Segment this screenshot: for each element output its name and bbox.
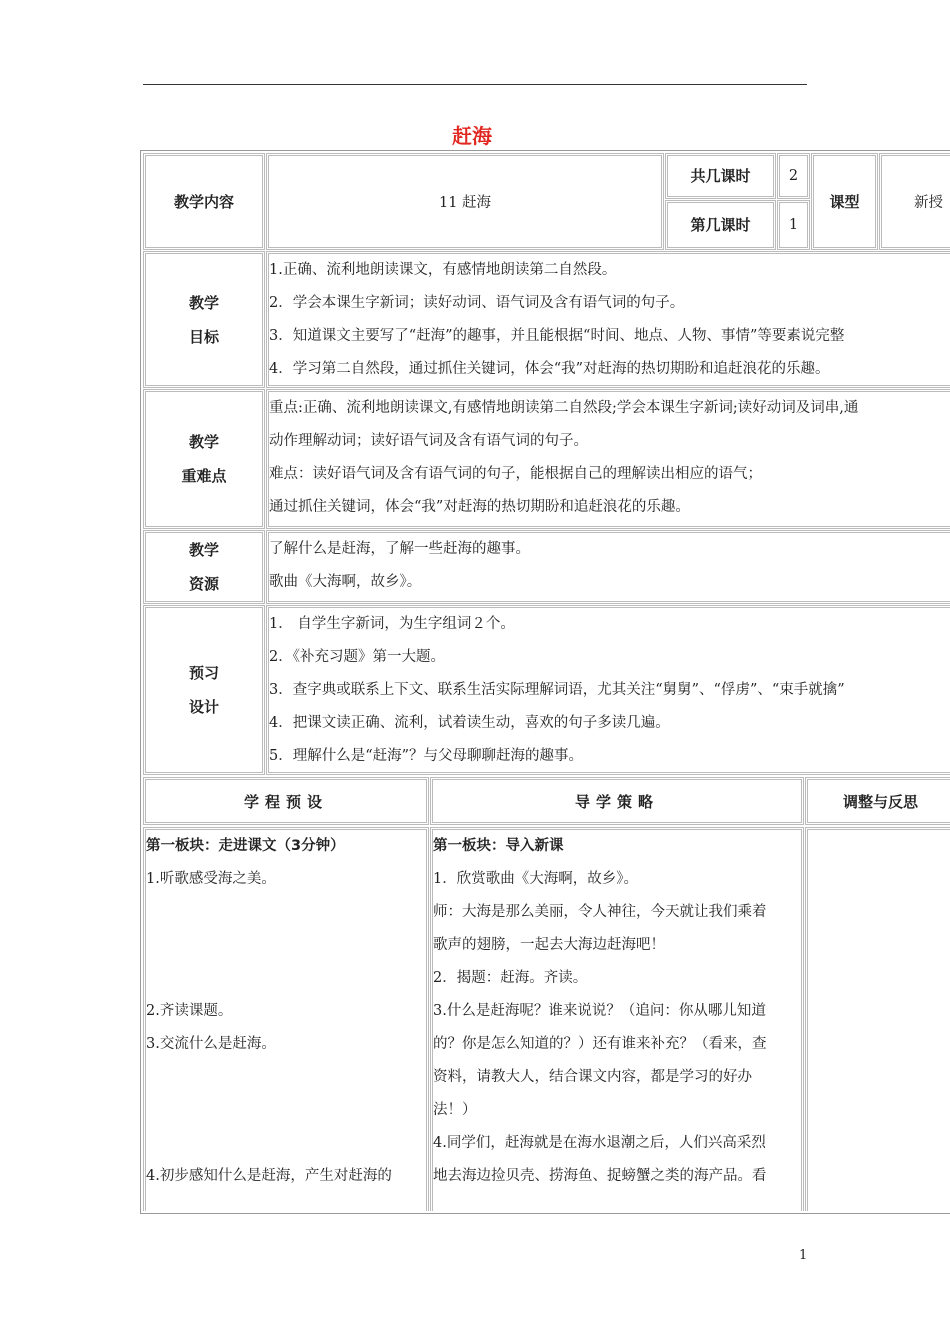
type-label-cell: [811, 153, 878, 250]
spacer: [146, 1061, 426, 1094]
strategy-line: 的？你是怎么知道的？）还有谁来补充？（看来，查: [433, 1036, 767, 1052]
type-value-cell: [879, 153, 950, 250]
total-value-cell: [777, 153, 810, 199]
resources-label-cell: [143, 530, 265, 604]
learning-process-cell: [143, 827, 429, 1211]
lesson-type-value: 新授: [914, 195, 943, 211]
goal-line: 4．学习第二自然段，通过抓住关键词，体会“我”对赶海的热切期盼和追赶浪花的乐趣。: [269, 361, 830, 377]
preview-line: 2．《补充习题》第一大题。: [269, 649, 445, 665]
goal-line: 3．知道课文主要写了“赶海”的趣事，并且能根据“时间、地点、人物、事情”等要素说完整: [269, 328, 845, 344]
preview-content-cell: [266, 605, 950, 775]
preview-line: 5．理解什么是“赶海”？与父母聊聊赶海的趣事。: [269, 748, 584, 764]
strategy-line: 法！）: [433, 1102, 477, 1118]
content-value: 11 赶海: [438, 195, 492, 211]
goals-label-line2: 目标: [188, 327, 219, 346]
strategy-line: 歌声的翅膀，一起去大海边赶海吧！: [433, 937, 665, 953]
preview-label-line2: 设计: [188, 698, 219, 716]
strategy-line: 地去海边捡贝壳、捞海鱼、捉螃蟹之类的海产品。看: [433, 1168, 767, 1184]
keypoint-line: 动作理解动词；读好语气词及含有语气词的句子。: [269, 433, 588, 449]
strategy-line: 3.什么是赶海呢？谁来说说？（追问：你从哪儿知道: [433, 1003, 766, 1019]
preview-line: 4．把课文读正确、流利，试着读生动，喜欢的句子多读几遍。: [269, 715, 670, 731]
resources-label-line1: 教学: [188, 541, 219, 559]
goals-label-line1: 教学: [188, 293, 219, 312]
strategy-line: 资料，请教大人，结合课文内容，都是学习的好办: [433, 1069, 752, 1085]
total-label-cell: [665, 153, 776, 199]
spacer: [146, 929, 426, 962]
nth-value-cell: [777, 200, 810, 250]
keypoints-label-line1: 教学: [188, 433, 219, 451]
goal-line: 1.正确、流利地朗读课文，有感情地朗读第二自然段。: [269, 262, 617, 278]
spacer: [146, 896, 426, 929]
strategy-line: 师：大海是那么美丽，令人神往，今天就让我们乘着: [433, 904, 767, 920]
header-guiding-strategy: [430, 777, 804, 825]
spacer: [146, 962, 426, 995]
header-guiding-strategy-label: 导学策略: [574, 792, 659, 811]
content-label: 教学内容: [173, 192, 234, 211]
header-adjustment: [805, 777, 950, 825]
guiding-strategy-cell: [430, 827, 804, 1211]
learning-item: 2.齐读课题。: [146, 1003, 233, 1019]
keypoints-content-cell: [266, 389, 950, 529]
spacer: [146, 1127, 426, 1160]
strategy-line: 1．欣赏歌曲《大海啊，故乡》。: [433, 871, 638, 887]
learning-item: 1.听歌感受海之美。: [146, 871, 276, 887]
resource-line: 了解什么是赶海，了解一些赶海的趣事。: [269, 541, 530, 557]
learning-item: 4.初步感知什么是赶海，产生对赶海的: [146, 1168, 392, 1184]
preview-line: 3．查字典或联系上下文、联系生活实际理解词语，尤其关注“舅舅”、“俘虏”、“束手就擒”: [269, 682, 845, 698]
guiding-strategy-heading: 第一板块：导入新课: [433, 838, 564, 854]
resources-label-line2: 资源: [188, 575, 219, 593]
goal-line: 2．学会本课生字新词；读好动词、语气词及含有语气词的句子。: [269, 295, 685, 311]
keypoints-label-line2: 重难点: [181, 467, 227, 485]
nth-lesson-value: 1: [788, 217, 799, 233]
preview-label-cell: [143, 605, 265, 775]
resources-content-cell: [266, 530, 950, 604]
keypoint-line: 难点：读好语气词及含有语气词的句子，能根据自己的理解读出相应的语气；: [269, 466, 762, 482]
resource-line: 歌曲《大海啊，故乡》。: [269, 574, 422, 590]
keypoints-label-cell: [143, 389, 265, 529]
document-title: 赶海: [452, 124, 492, 148]
content-value-cell: [266, 153, 664, 250]
adjustment-cell: [805, 827, 950, 1211]
nth-lesson-label: 第几课时: [690, 216, 751, 234]
header-rule: [143, 84, 807, 85]
goals-content-cell: [266, 251, 950, 388]
learning-process-heading: 第一板块：走进课文（3分钟）: [146, 838, 345, 854]
preview-line: 1． 自学生字新词，为生字组词２个。: [269, 616, 515, 632]
spacer: [146, 1094, 426, 1127]
lesson-type-label: 课型: [829, 192, 860, 211]
header-adjustment-label: 调整与反思: [842, 792, 918, 811]
strategy-line: 4.同学们，赶海就是在海水退潮之后，人们兴高采烈: [433, 1135, 766, 1151]
header-learning-process: [143, 777, 429, 825]
nth-label-cell: [665, 200, 776, 250]
preview-label-line1: 预习: [188, 664, 219, 682]
keypoint-line: 通过抓住关键词，体会“我”对赶海的热切期盼和追赶浪花的乐趣。: [269, 499, 690, 515]
learning-item: 3.交流什么是赶海。: [146, 1036, 276, 1052]
content-label-cell: [143, 153, 265, 250]
keypoint-line: 重点:正确、流利地朗读课文,有感情地朗读第二自然段;学会本课生字新词;读好动词及词串,通: [269, 400, 859, 416]
header-learning-process-label: 学程预设: [243, 792, 328, 811]
total-lessons-label: 共几课时: [690, 167, 751, 185]
strategy-line: 2．揭题：赶海。齐读。: [433, 970, 588, 986]
goals-label-cell: [143, 251, 265, 388]
total-lessons-value: 2: [788, 168, 799, 184]
page-number: 1: [799, 1248, 808, 1263]
